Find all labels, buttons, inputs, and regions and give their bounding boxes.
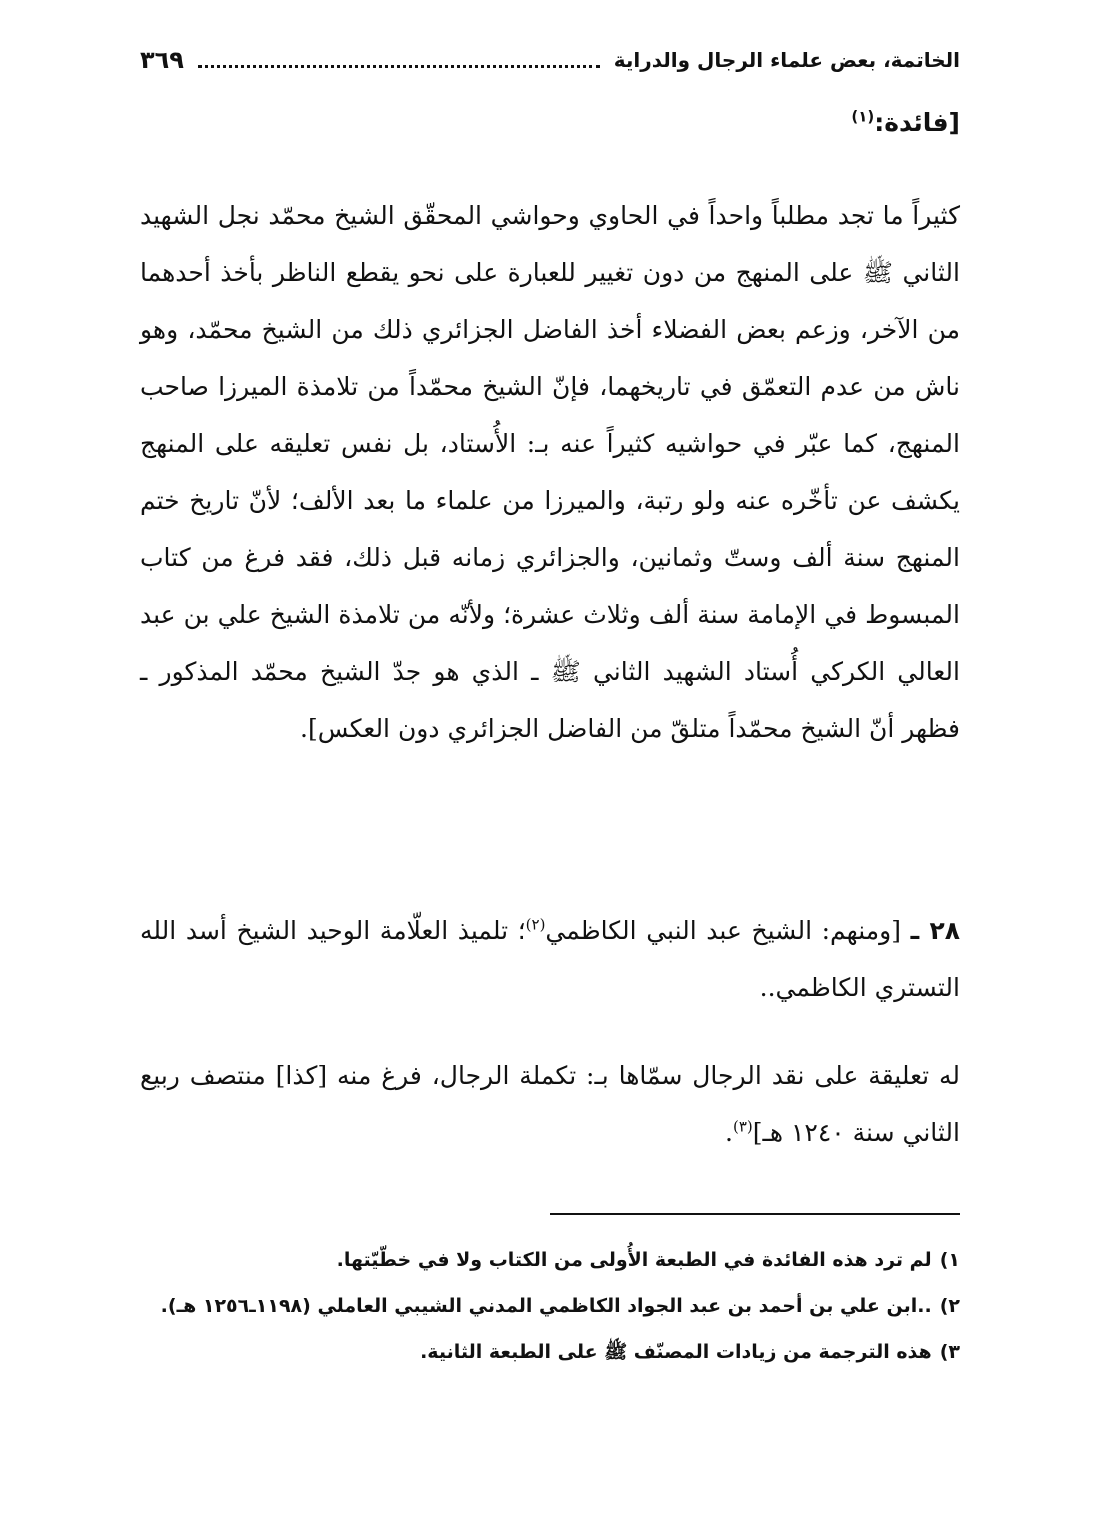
paragraph-benefit: كثيراً ما تجد مطلباً واحداً في الحاوي وحواشي المحقّق الشيخ محمّد نجل الشهيد الثاني ﷺ على المنهج من دون تغيير للعبارة على نحو يقطع الناظر بأخذ أحدهما من الآخر، وزعم بعض الفضلاء أخذ الفاضل الجزائري ذلك من الشيخ محمّد، وهو ناش من عدم التعمّق في تاريخهما، فإنّ الشيخ محمّداً من تلامذة الميرزا صاحب المنهج، كما عبّر في حواشيه كثيراً عنه بـ: الأُستاد، بل نفس تعليقه على المنهج يكشف عن تأخّره عنه ولو رتبة، والميرزا من علماء ما بعد الألف؛ لأنّ تاريخ ختم المنهج سنة ألف وستّ وثمانين، والجزائري زمانه قبل ذلك، فقد فرغ من كتاب المبسوط في الإمامة سنة ألف وثلاث عشرة؛ ولأنّه من تلامذة الشيخ علي بن عبد العالي الكركي أُستاد الشهيد الثاني ﷺ ـ الذي هو جدّ الشيخ محمّد المذكور ـ فظهر أنّ الشيخ محمّداً متلقّ من الفاضل الجزائري دون العكس]. — [140, 201, 960, 743]
footnote-ref-1: (١) — [851, 107, 875, 126]
footnote-number: ٢) — [939, 1295, 960, 1317]
entry-number: ٢٨ ـ — [910, 916, 960, 945]
section-heading — [140, 108, 960, 137]
header-title: الخاتمة، بعض علماء الرجال والدراية — [613, 48, 960, 72]
footnote-number: ١) — [939, 1249, 960, 1271]
footnote-item — [140, 1329, 960, 1375]
commentary-end: . — [725, 1118, 733, 1147]
commentary-text: له تعليقة على نقد الرجال سمّاها بـ: تكملة الرجال، فرغ منه [كذا] منتصف ربيع الثاني سنة ١٢٤٠ هـ] — [140, 1061, 960, 1147]
footnote-item — [140, 1237, 960, 1283]
footnote-ref-3: (٣) — [732, 1117, 753, 1136]
paragraph-commentary — [140, 1047, 960, 1161]
entry-text-before-ref: [ومنهم: الشيخ عبد النبي الكاظمي — [545, 916, 911, 945]
footnote-ref-2: (٢) — [525, 915, 546, 934]
footnote-text: ..ابن علي بن أحمد بن عبد الجواد الكاظمي المدني الشيبي العاملي (١١٩٨ـ١٢٥٦ هـ). — [160, 1295, 932, 1317]
footnote-item — [140, 1283, 960, 1329]
section-heading-text: [فائدة: — [874, 108, 960, 137]
footnote-separator — [550, 1213, 960, 1215]
page-number: ٣٦٩ — [140, 46, 184, 74]
header-dot-leader — [198, 65, 600, 68]
footnote-text: لم ترد هذه الفائدة في الطبعة الأُولى من الكتاب ولا في خطّيّتها. — [336, 1249, 932, 1271]
entry-text-after-ref: ؛ تلميذ العلّامة الوحيد الشيخ أسد الله التستري الكاظمي.. — [140, 916, 960, 1002]
footnotes — [140, 1237, 960, 1375]
paragraph-entry-28 — [140, 902, 960, 1016]
footnote-number: ٣) — [939, 1341, 960, 1363]
running-header — [140, 40, 960, 80]
footnote-text: هذه الترجمة من زيادات المصنّف ﷺ على الطبعة الثانية. — [420, 1341, 932, 1363]
